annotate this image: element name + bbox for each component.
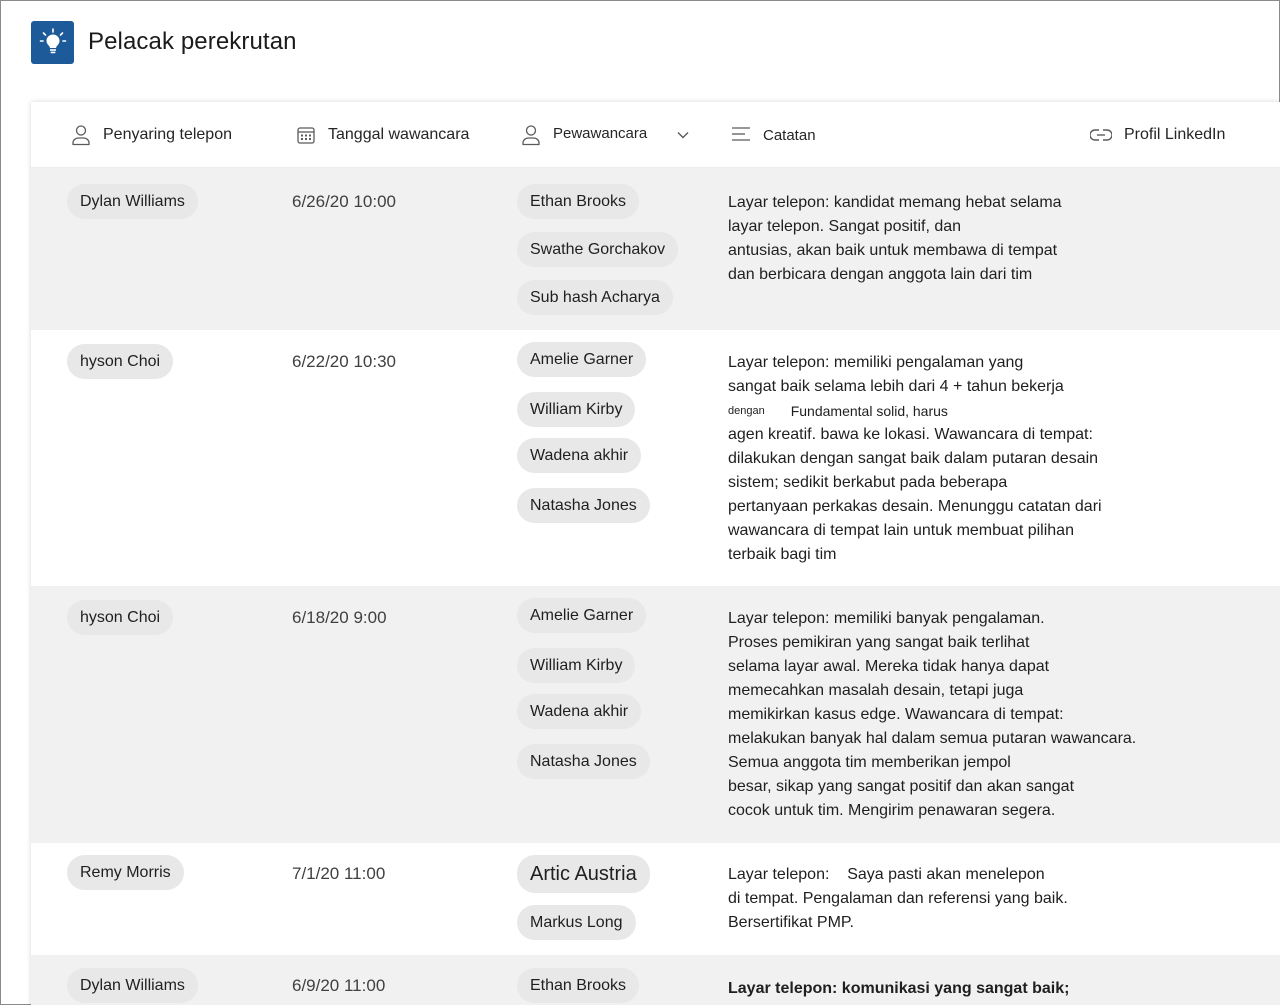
table-row[interactable] [31, 843, 1280, 955]
notes-line: agen kreatif. bawa ke lokasi. Wawancara di tempat: [728, 426, 1093, 443]
column-header-label: Profil LinkedIn [1124, 126, 1226, 143]
notes-line: Layar telepon: Saya pasti akan menelepon [728, 866, 1045, 883]
screener-chip[interactable]: Dylan Williams [67, 184, 198, 219]
notes-line: dengan [728, 405, 765, 417]
notes-cell [728, 977, 1158, 1001]
interviewer-chip[interactable]: Natasha Jones [517, 744, 650, 779]
person-icon [71, 124, 91, 146]
notes-line: Semua anggota tim memberikan jempol [728, 754, 1011, 771]
notes-line: melakukan banyak hal dalam semua putaran wawancara. [728, 730, 1137, 747]
interviewer-chip[interactable]: Natasha Jones [517, 488, 650, 523]
page-title: Pelacak perekrutan [88, 28, 297, 55]
app-header [31, 20, 297, 64]
notes-cell [728, 863, 1158, 935]
screener-chip[interactable]: hyson Choi [67, 600, 173, 635]
interviewer-chip[interactable]: William Kirby [517, 392, 635, 427]
notes-line: besar, sikap yang sangat positif dan akan sangat [728, 778, 1075, 795]
notes-line: memikirkan kasus edge. Wawancara di tempat: [728, 706, 1064, 723]
lightbulb-icon [31, 21, 74, 64]
table-row[interactable] [31, 955, 1280, 1005]
column-header-label: Penyaring telepon [103, 126, 232, 143]
notes-cell [728, 607, 1158, 823]
column-header-label: Catatan [763, 126, 816, 144]
notes-line: di tempat. Pengalaman dan referensi yang baik. [728, 890, 1068, 907]
table-row[interactable] [31, 168, 1280, 330]
column-header-label: Pewawancara [553, 124, 648, 142]
notes-line: selama layar awal. Mereka tidak hanya dapat [728, 658, 1050, 675]
notes-line: Layar telepon: memiliki pengalaman yang [728, 354, 1024, 371]
column-header-interview-date[interactable] [296, 102, 469, 168]
notes-line: antusias, akan baik untuk membawa di tempat [728, 242, 1058, 259]
link-icon [1090, 128, 1112, 142]
interviewer-chip[interactable]: Amelie Garner [517, 342, 646, 377]
notes-line: pertanyaan perkakas desain. Menunggu catatan dari [728, 498, 1102, 515]
notes-line: sistem; sedikit berkabut pada beberapa [728, 474, 1008, 491]
notes-line: Bersertifikat PMP. [728, 914, 854, 931]
notes-line: Layar telepon: komunikasi yang sangat baik; [728, 980, 1070, 997]
table-row[interactable] [31, 586, 1280, 843]
column-header-interviewer[interactable] [521, 102, 689, 168]
notes-line: Layar telepon: memiliki banyak pengalaman. [728, 610, 1045, 627]
interview-date: 6/18/20 9:00 [292, 608, 387, 627]
notes-line: memecahkan masalah desain, tetapi juga [728, 682, 1024, 699]
column-header-label: Tanggal wawancara [328, 126, 470, 143]
screener-chip[interactable]: Dylan Williams [67, 968, 198, 1003]
notes-line: Layar telepon: kandidat memang hebat selama [728, 194, 1062, 211]
interviewer-chip[interactable]: William Kirby [517, 648, 635, 683]
notes-line: sangat baik selama lebih dari 4 + tahun bekerja [728, 378, 1064, 395]
notes-line: cocok untuk tim. Mengirim penawaran segera. [728, 802, 1056, 819]
notes-line: wawancara di tempat lain untuk membuat pilihan [728, 522, 1074, 539]
notes-cell [728, 351, 1158, 567]
column-header-row [31, 102, 1280, 168]
notes-line: dilakukan dengan sangat baik dalam putaran desain [728, 450, 1099, 467]
column-header-notes[interactable] [731, 102, 816, 168]
notes-line: layar telepon. Sangat positif, dan [728, 218, 962, 235]
person-icon [521, 124, 541, 146]
interviewer-chip[interactable]: Wadena akhir [517, 694, 641, 729]
interview-date: 6/22/20 10:30 [292, 352, 396, 371]
interviewer-chip[interactable]: Sub hash Acharya [517, 280, 673, 315]
notes-line: terbaik bagi tim [728, 546, 837, 563]
interview-date: 6/9/20 11:00 [292, 976, 386, 995]
notes-line: dan berbicara dengan anggota lain dari tim [728, 266, 1033, 283]
notes-line: Fundamental solid, harus [790, 403, 948, 419]
interviewer-chip[interactable]: Ethan Brooks [517, 184, 639, 219]
column-header-phone-screener[interactable] [71, 102, 232, 168]
notes-cell [728, 191, 1158, 287]
interviewer-chip[interactable]: Swathe Gorchakov [517, 232, 678, 267]
interviewer-chip[interactable]: Wadena akhir [517, 438, 641, 473]
interviewer-chip[interactable]: Ethan Brooks [517, 968, 639, 1003]
screener-chip[interactable]: hyson Choi [67, 344, 173, 379]
screener-chip[interactable]: Remy Morris [67, 855, 184, 890]
text-lines-icon [731, 126, 751, 144]
calendar-icon [296, 125, 316, 145]
chevron-down-icon[interactable] [677, 131, 689, 139]
column-header-linkedin-profile[interactable] [1090, 102, 1225, 168]
interviewer-chip[interactable]: Amelie Garner [517, 598, 646, 633]
interview-date: 6/26/20 10:00 [292, 192, 396, 211]
tracker-table [31, 102, 1280, 1005]
interview-date: 7/1/20 11:00 [292, 864, 386, 883]
notes-line: Proses pemikiran yang sangat baik terlihat [728, 634, 1030, 651]
table-row[interactable] [31, 330, 1280, 586]
interviewer-chip[interactable]: Artic Austria [517, 855, 650, 893]
interviewer-chip[interactable]: Markus Long [517, 905, 636, 940]
